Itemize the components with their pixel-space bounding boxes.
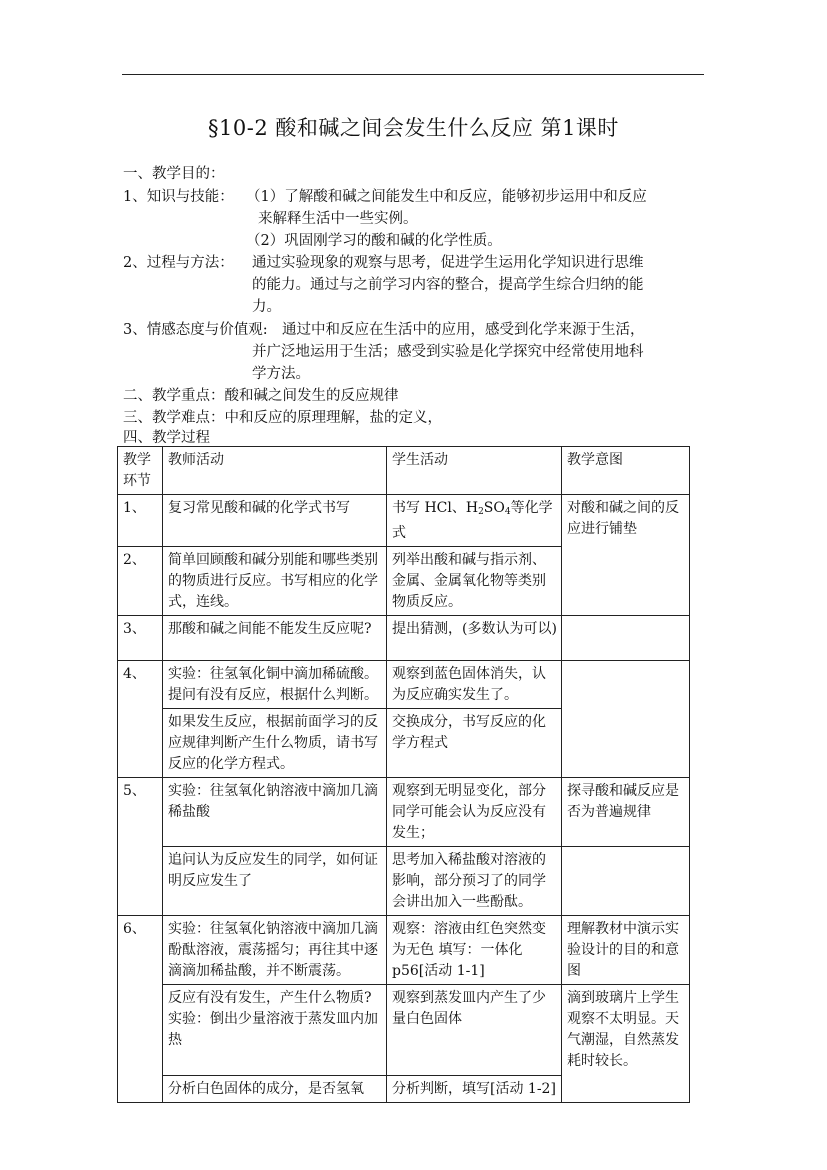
teacher-cell: 分析白色固体的成分，是否氢氧 <box>163 1076 387 1103</box>
table-header-row <box>118 447 690 495</box>
step-cell: 4、 <box>118 661 163 778</box>
goal-heading: 一、教学目的： <box>123 166 225 182</box>
goal2-line3: 力。 <box>252 299 281 315</box>
student-cell: 交换成分，书写反应的化学方程式 <box>387 709 562 778</box>
table-row <box>118 847 690 916</box>
page-title: §10-2 酸和碱之间会发生什么反应 第1课时 <box>208 116 619 140</box>
goal2-line2: 的能力。通过与之前学习内容的整合，提高学生综合归纳的能 <box>252 277 644 293</box>
student-cell: 提出猜测，(多数认为可以) <box>387 616 562 661</box>
goal3-line1: 通过中和反应在生活中的应用，感受到化学来源于生活， <box>282 322 645 338</box>
subscript: 4 <box>504 507 511 517</box>
table-row <box>118 661 690 709</box>
goal2-label: 2、过程与方法： <box>123 255 234 271</box>
goal1-line2: 来解释生活中一些实例。 <box>258 211 418 227</box>
difficulty: 三、教学难点：中和反应的原理理解，盐的定义， <box>123 410 442 426</box>
goal3-line2: 并广泛地运用于生活；感受到实验是化学探究中经常使用地科 <box>252 344 644 360</box>
step-cell: 3、 <box>118 616 163 661</box>
intent-cell <box>562 847 690 916</box>
step-cell: 1、 <box>118 495 163 547</box>
process-heading: 四、教学过程 <box>123 430 210 446</box>
teacher-cell: 复习常见酸和碱的化学式书写 <box>163 495 387 547</box>
teacher-cell: 实验：往氢氧化铜中滴加稀硫酸。提问有没有反应，根据什么判断。 <box>163 661 387 709</box>
lesson-table <box>117 446 690 1103</box>
step-cell: 2、 <box>118 547 163 616</box>
goal1-line3: （2）巩固刚学习的酸和碱的化学性质。 <box>246 233 502 249</box>
header-teacher: 教师活动 <box>163 447 387 495</box>
step-cell: 5、 <box>118 778 163 916</box>
intent-cell: 滴到玻璃片上学生观察不太明显。天气潮湿，自然蒸发耗时较长。 <box>562 985 690 1103</box>
student-text: 等化学式 <box>392 500 553 541</box>
student-cell: 观察到无明显变化，部分同学可能会认为反应没有发生； <box>387 778 562 847</box>
intent-cell <box>562 661 690 778</box>
intent-cell <box>562 616 690 661</box>
student-cell: 列举出酸和碱与指示剂、金属、金属氧化物等类别物质反应。 <box>387 547 562 616</box>
teacher-cell: 那酸和碱之间能不能发生反应呢? <box>163 616 387 661</box>
step-cell: 6、 <box>118 916 163 1103</box>
teacher-cell: 实验：往氢氧化钠溶液中滴加几滴酚酞溶液，震荡摇匀；再往其中逐滴滴加稀盐酸，并不断震荡。 <box>163 916 387 985</box>
student-cell: 观察到蓝色固体消失，认为反应确实发生了。 <box>387 661 562 709</box>
student-cell: 思考加入稀盐酸对溶液的影响，部分预习了的同学会讲出加入一些酚酞。 <box>387 847 562 916</box>
intent-cell: 探寻酸和碱反应是否为普遍规律 <box>562 778 690 847</box>
teacher-cell: 简单回顾酸和碱分别能和哪些类别的物质进行反应。书写相应的化学式，连线。 <box>163 547 387 616</box>
table-row <box>118 916 690 985</box>
student-cell: 分析判断，填写[活动 1-2] <box>387 1076 562 1103</box>
teacher-cell: 追问认为反应发生的同学，如何证明反应发生了 <box>163 847 387 916</box>
student-text: 书写 HCl、H <box>392 500 479 516</box>
table-row <box>118 778 690 847</box>
header-rule <box>122 74 704 75</box>
student-text: SO <box>483 500 505 516</box>
table-row <box>118 495 690 547</box>
key-point: 二、教学重点：酸和碱之间发生的反应规律 <box>123 388 399 404</box>
goal1-line1: （1）了解酸和碱之间能发生中和反应，能够初步运用中和反应 <box>246 189 647 205</box>
student-cell: 观察：溶液由红色突然变为无色 填写：一体化p56[活动 1-1] <box>387 916 562 985</box>
teacher-cell: 反应有没有发生，产生什么物质?实验：倒出少量溶液于蒸发皿内加热 <box>163 985 387 1076</box>
header-step: 教学环节 <box>118 447 163 495</box>
intent-cell: 理解教材中演示实验设计的目的和意图 <box>562 916 690 985</box>
goal1-label: 1、知识与技能： <box>123 189 234 205</box>
goal3-line3: 学方法。 <box>252 366 310 382</box>
header-intent: 教学意图 <box>562 447 690 495</box>
student-cell: 观察到蒸发皿内产生了少量白色固体 <box>387 985 562 1076</box>
teacher-cell: 如果发生反应，根据前面学习的反应规律判断产生什么物质，请书写反应的化学方程式。 <box>163 709 387 778</box>
goal2-line1: 通过实验现象的观察与思考，促进学生运用化学知识进行思维 <box>252 255 644 271</box>
student-cell <box>387 495 562 547</box>
goal3-label: 3、情感态度与价值观: <box>123 322 268 338</box>
teacher-cell: 实验：往氢氧化钠溶液中滴加几滴稀盐酸 <box>163 778 387 847</box>
subscript: 2 <box>478 507 484 517</box>
table-row <box>118 616 690 661</box>
table-row <box>118 985 690 1076</box>
intent-cell: 对酸和碱之间的反应进行铺垫 <box>562 495 690 616</box>
header-student: 学生活动 <box>387 447 562 495</box>
